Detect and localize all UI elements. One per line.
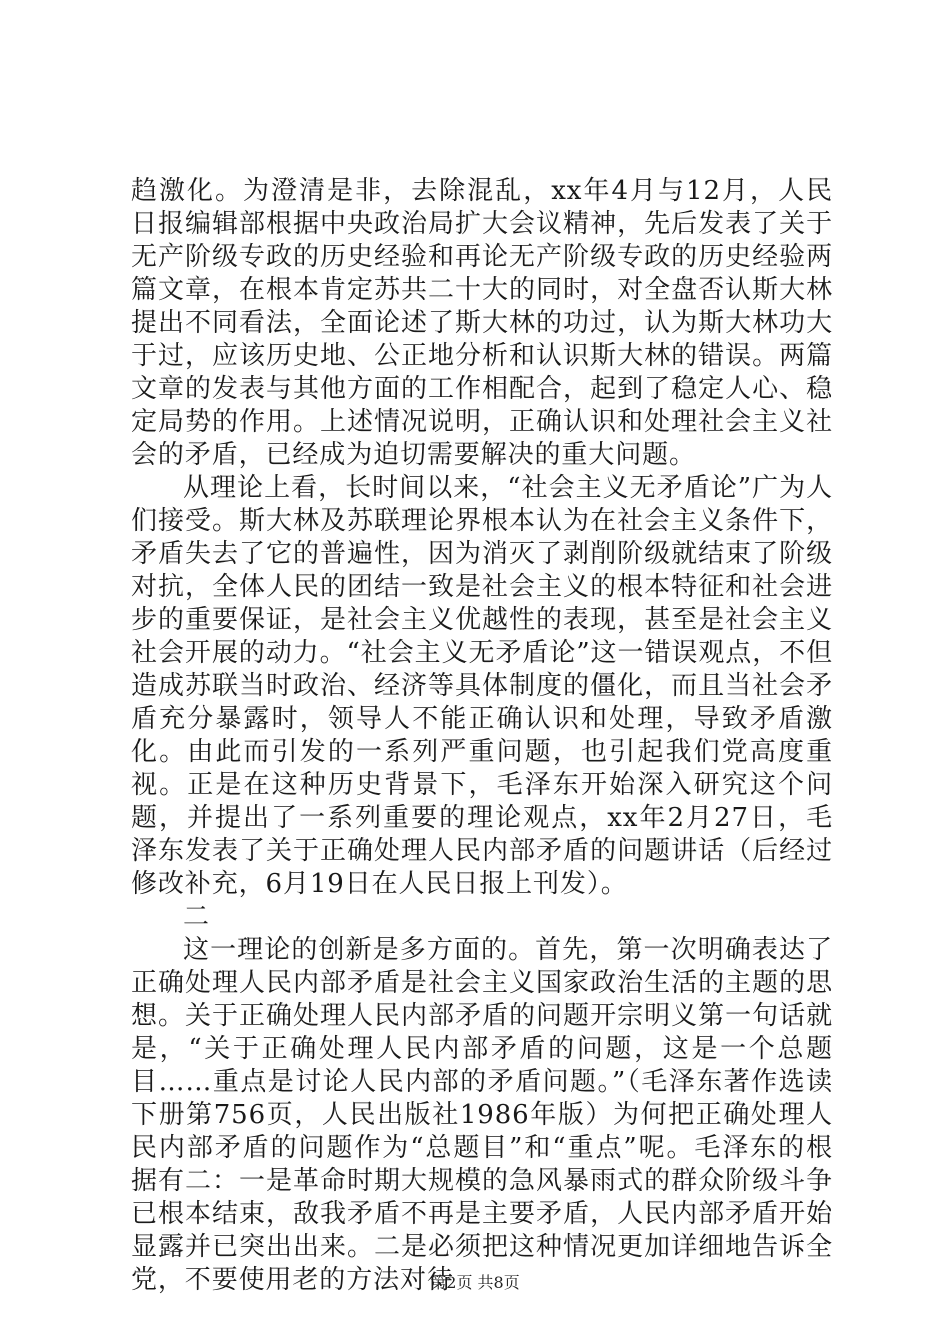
paragraph-theory: 从理论上看，长时间以来，“社会主义无矛盾论”广为人们接受。斯大林及苏联理论界根本认为在社会主义条件下，矛盾失去了它的普遍性，因为消灭了剥削阶级就结束了阶级对抗，全体人民的团结一致是社会主义的根本特征和社会进步的重要保证，是社会主义优越性的表现，甚至是社会主义社会开展的动力。“社会主义无矛盾论”这一错误观点，不但造成苏联当时政治、经济等具体制度的僵化，而且当社会矛盾充分暴露时，领导人不能正确认识和处理，导致矛盾激化。由此而引发的一系列严重问题，也引起我们党高度重视。正是在这种历史背景下，毛泽东开始深入研究这个问题，并提出了一系列重要的理论观点，xx年2月27日，毛泽东发表了关于正确处理人民内部矛盾的问题讲话（后经过修改补充，6月19日在人民日报上刊发）。: [131, 473, 833, 899]
page-footer: 第2页 共8页: [430, 1273, 520, 1292]
section-number: 二: [183, 902, 210, 932]
paragraph-continuation: 趋激化。为澄清是非，去除混乱，xx年4月与12月，人民日报编辑部根据中央政治局扩大会议精神，先后发表了关于无产阶级专政的历史经验和再论无产阶级专政的历史经验两篇文章，在根本肯定苏共二十大的同时，对全盘否认斯大林提出不同看法，全面论述了斯大林的功过，认为斯大林功大于过，应该历史地、公正地分析和认识斯大林的错误。两篇文章的发表与其他方面的工作相配合，起到了稳定人心、稳定局势的作用。上述情况说明，正确认识和处理社会主义社会的矛盾，已经成为迫切需要解决的重大问题。: [131, 176, 833, 470]
document-body: [131, 175, 833, 1297]
paragraph-innovation: 这一理论的创新是多方面的。首先，第一次明确表达了正确处理人民内部矛盾是社会主义国家政治生活的主题的思想。关于正确处理人民内部矛盾的问题开宗明义第一句话就是，“关于正确处理人民内部矛盾的问题，这是一个总题目……重点是讨论人民内部的矛盾问题。”（毛泽东著作选读下册第756页，人民出版社1986年版）为何把正确处理人民内部矛盾的问题作为“总题目”和“重点”呢。毛泽东的根据有二：一是革命时期大规模的急风暴雨式的群众阶级斗争已根本结束，敌我矛盾不再是主要矛盾，人民内部矛盾开始显露并已突出出来。二是必须把这种情况更加详细地告诉全党，不要使用老的方法对待: [131, 935, 833, 1295]
